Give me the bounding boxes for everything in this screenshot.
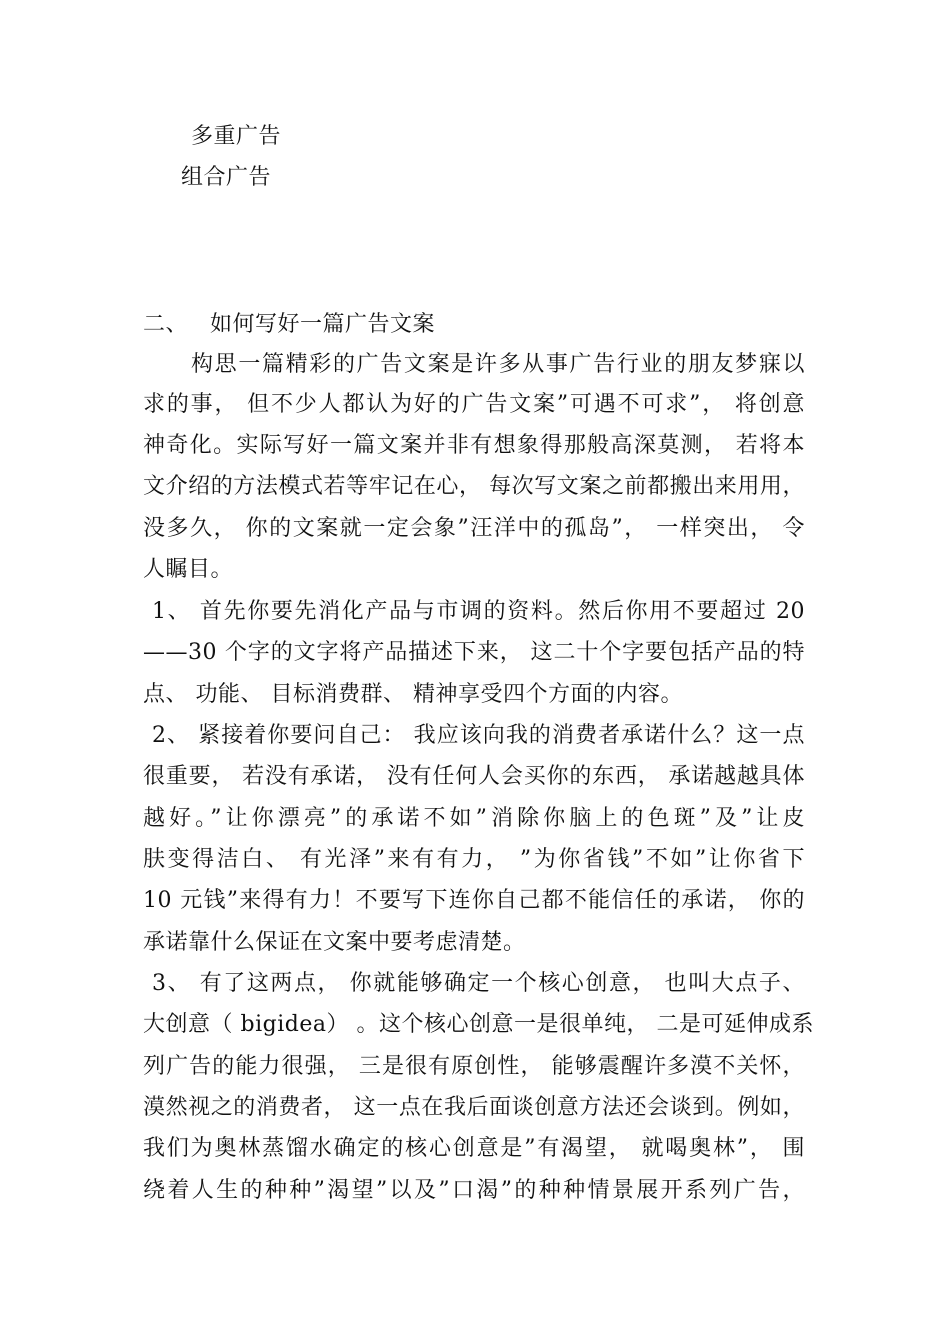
intro-paragraph-line: 求的事， 但不少人都认为好的广告文案”可遇不可求”， 将创意 bbox=[143, 392, 805, 417]
step-1-line: ——30 个字的文字将产品描述下来， 这二十个字要包括产品的特 bbox=[143, 640, 805, 665]
step-2-line: 承诺靠什么保证在文案中要考虑清楚。 bbox=[143, 930, 526, 955]
step-3-line: 我们为奥林蒸馏水确定的核心创意是”有渴望， 就喝奥林”， 围 bbox=[143, 1136, 805, 1161]
step-2-line: 2、 紧接着你要问自己： 我应该向我的消费者承诺什么？这一点 bbox=[152, 723, 805, 748]
step-2-line: 很重要， 若没有承诺， 没有任何人会买你的东西， 承诺越越具体 bbox=[143, 764, 805, 789]
step-2-line: 越好。”让你漂亮”的承诺不如”消除你脑上的色斑”及”让皮 bbox=[143, 806, 805, 831]
intro-paragraph-line: 构思一篇精彩的广告文案是许多从事广告行业的朋友梦寐以 bbox=[191, 352, 805, 377]
section-heading bbox=[143, 310, 435, 340]
step-1-line: 点、 功能、 目标消费群、 精神享受四个方面的内容。 bbox=[143, 682, 683, 707]
step-2-line: 10 元钱”来得有力！不要写下连你自己都不能信任的承诺， 你的 bbox=[143, 888, 805, 913]
intro-paragraph-line: 人瞩目。 bbox=[143, 557, 234, 582]
step-3-line: 大创意（ bigidea） 。这个核心创意一是很单纯， 二是可延伸成系 bbox=[143, 1012, 814, 1037]
intro-paragraph-line: 没多久， 你的文案就一定会象”汪洋中的孤岛”， 一样突出， 令 bbox=[143, 516, 805, 541]
intro-paragraph-line: 神奇化。实际写好一篇文案并非有想象得那般高深莫测， 若将本 bbox=[143, 433, 805, 458]
intro-paragraph-line: 文介绍的方法模式若等牢记在心， 每次写文案之前都搬出来用用， bbox=[143, 474, 805, 499]
step-3-line: 列广告的能力很强， 三是很有原创性， 能够震醒许多漠不关怀， bbox=[143, 1054, 805, 1079]
section-number: 二、 bbox=[143, 312, 189, 337]
list-item-combined-ads: 组合广告 bbox=[181, 165, 272, 190]
step-2-line: 肤变得洁白、 有光泽”来有有力， ”为你省钱”不如”让你省下 bbox=[143, 847, 805, 872]
step-3-line: 绕着人生的种种”渴望”以及”口渴”的种种情景展开系列广告， bbox=[143, 1178, 805, 1203]
list-item-multiple-ads: 多重广告 bbox=[191, 124, 282, 149]
step-3-line: 3、 有了这两点， 你就能够确定一个核心创意， 也叫大点子、 bbox=[152, 971, 805, 996]
step-3-line: 漠然视之的消费者， 这一点在我后面谈创意方法还会谈到。例如， bbox=[143, 1095, 805, 1120]
section-title: 如何写好一篇广告文案 bbox=[210, 312, 436, 337]
step-1-line: 1、 首先你要先消化产品与市调的资料。然后你用不要超过 20 bbox=[152, 599, 805, 624]
